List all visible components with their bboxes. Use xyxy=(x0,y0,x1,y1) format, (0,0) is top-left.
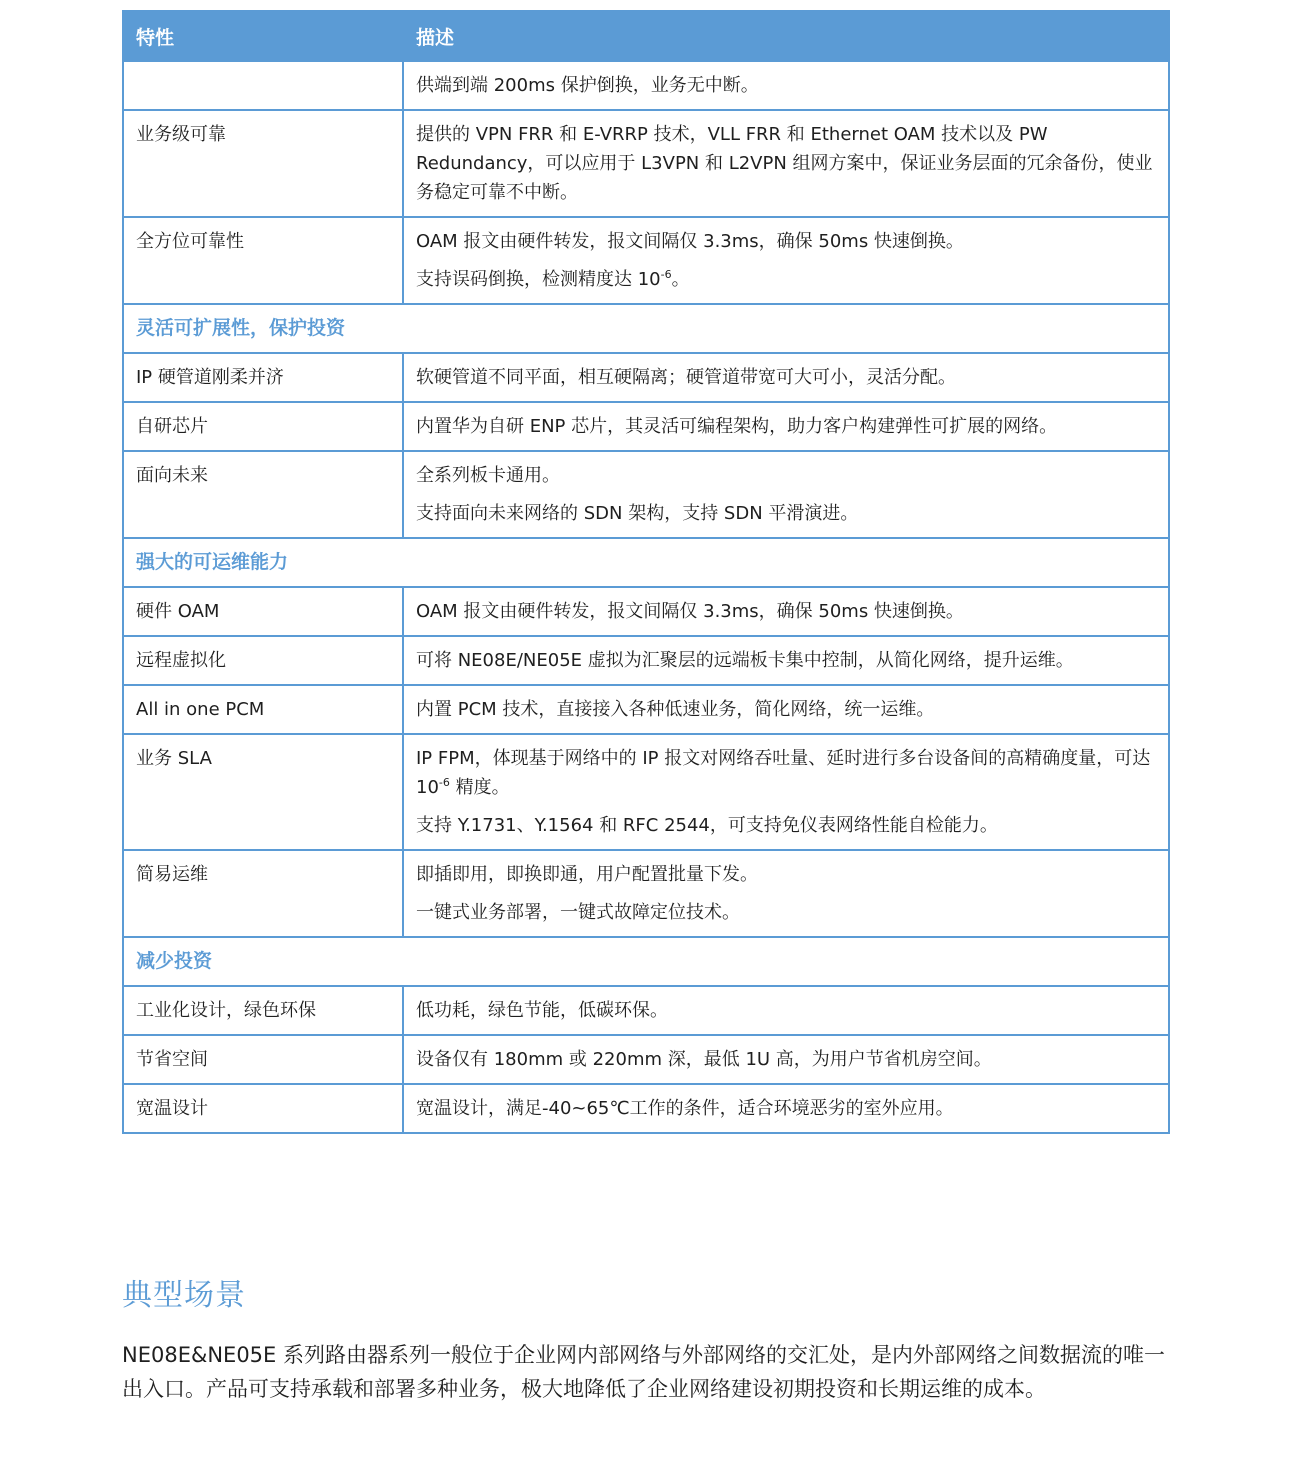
section-paragraph: NE08E&NE05E 系列路由器系列一般位于企业网内部网络与外部网络的交汇处，是内外部网络之间数据流的唯一出入口。产品可支持承载和部署多种业务，极大地降低了企业网络建设初期投资和长期运维的成本。 xyxy=(122,1343,1165,1401)
feature-cell: 面向未来 xyxy=(123,451,403,538)
description-text: OAM 报文由硬件转发，报文间隔仅 3.3ms，确保 50ms 快速倒换。 xyxy=(416,231,964,252)
feature-cell: 工业化设计，绿色环保 xyxy=(123,986,403,1035)
feature-cell xyxy=(123,61,403,110)
table-row xyxy=(123,986,1169,1035)
description-text: 即插即用，即换即通，用户配置批量下发。 xyxy=(416,864,758,885)
description-cell xyxy=(403,587,1169,636)
feature-cell: 简易运维 xyxy=(123,850,403,937)
description-paragraph xyxy=(416,412,1156,441)
description-text: 软硬管道不同平面，相互硬隔离；硬管道带宽可大可小，灵活分配。 xyxy=(416,367,956,388)
table-row xyxy=(123,734,1169,850)
description-cell xyxy=(403,636,1169,685)
description-paragraph xyxy=(416,860,1156,889)
description-text: 全系列板卡通用。 xyxy=(416,465,560,486)
description-paragraph xyxy=(416,1045,1156,1074)
description-paragraph xyxy=(416,898,1156,927)
description-cell xyxy=(403,61,1169,110)
table-row xyxy=(123,1084,1169,1133)
exponent-superscript: -6 xyxy=(660,268,672,281)
description-paragraph xyxy=(416,120,1156,207)
exponent-superscript: -6 xyxy=(438,776,450,789)
description-cell xyxy=(403,986,1169,1035)
description-paragraph xyxy=(416,744,1156,802)
description-cell xyxy=(403,850,1169,937)
description-paragraph xyxy=(416,646,1156,675)
table-row xyxy=(123,685,1169,734)
section-label: 减少投资 xyxy=(123,937,1169,986)
table-row xyxy=(123,217,1169,304)
description-text: OAM 报文由硬件转发，报文间隔仅 3.3ms，确保 50ms 快速倒换。 xyxy=(416,601,964,622)
description-paragraph xyxy=(416,597,1156,626)
description-text: 支持误码倒换，检测精度达 10 xyxy=(416,269,661,290)
description-paragraph xyxy=(416,1094,1156,1123)
description-cell xyxy=(403,451,1169,538)
description-cell xyxy=(403,1035,1169,1084)
feature-cell: 全方位可靠性 xyxy=(123,217,403,304)
table-row xyxy=(123,850,1169,937)
description-text: 。 xyxy=(671,269,690,290)
feature-cell: 节省空间 xyxy=(123,1035,403,1084)
description-cell xyxy=(403,110,1169,217)
feature-cell: 宽温设计 xyxy=(123,1084,403,1133)
description-paragraph xyxy=(416,461,1156,490)
table-row xyxy=(123,353,1169,402)
description-text: IP FPM，体现基于网络中的 IP 报文对网络吞吐量、延时进行多台设备间的高精确度量，可达 10 xyxy=(416,748,1151,798)
description-text: 宽温设计，满足-40~65℃工作的条件，适合环境恶劣的室外应用。 xyxy=(416,1098,954,1119)
table-header-row xyxy=(123,11,1169,61)
description-text: 供端到端 200ms 保护倒换，业务无中断。 xyxy=(416,75,759,96)
table-section-row xyxy=(123,304,1169,353)
description-text: 可将 NE08E/NE05E 虚拟为汇聚层的远端板卡集中控制，从简化网络，提升运维。 xyxy=(416,650,1074,671)
feature-cell: 业务 SLA xyxy=(123,734,403,850)
description-text: 内置 PCM 技术，直接接入各种低速业务，简化网络，统一运维。 xyxy=(416,699,935,720)
description-cell xyxy=(403,1084,1169,1133)
description-cell xyxy=(403,402,1169,451)
description-cell xyxy=(403,685,1169,734)
description-text: 精度。 xyxy=(449,777,510,798)
description-text: 提供的 VPN FRR 和 E-VRRP 技术，VLL FRR 和 Ethernet OAM 技术以及 PW Redundancy，可以应用于 L3VPN 和 L2VPN 组网方案中，保证业务层面的冗余备份，使业务稳定可靠不中断。 xyxy=(416,124,1153,203)
feature-cell: 自研芯片 xyxy=(123,402,403,451)
table-section-row xyxy=(123,538,1169,587)
description-paragraph xyxy=(416,695,1156,724)
table-row xyxy=(123,110,1169,217)
feature-table-wrapper xyxy=(122,10,1168,1134)
description-text: 内置华为自研 ENP 芯片，其灵活可编程架构，助力客户构建弹性可扩展的网络。 xyxy=(416,416,1058,437)
section-heading: 典型场景 xyxy=(122,1278,246,1313)
description-cell xyxy=(403,217,1169,304)
description-text: 低功耗，绿色节能，低碳环保。 xyxy=(416,1000,668,1021)
description-cell xyxy=(403,353,1169,402)
header-description: 描述 xyxy=(403,11,1169,61)
table-row xyxy=(123,451,1169,538)
description-paragraph xyxy=(416,227,1156,256)
feature-cell: 业务级可靠 xyxy=(123,110,403,217)
table-row xyxy=(123,402,1169,451)
table-row xyxy=(123,61,1169,110)
section-label: 强大的可运维能力 xyxy=(123,538,1169,587)
description-paragraph xyxy=(416,811,1156,840)
feature-cell: IP 硬管道刚柔并济 xyxy=(123,353,403,402)
description-text: 支持 Y.1731、Y.1564 和 RFC 2544，可支持免仪表网络性能自检能力。 xyxy=(416,815,998,836)
table-row xyxy=(123,1035,1169,1084)
description-paragraph xyxy=(416,265,1156,294)
description-paragraph xyxy=(416,996,1156,1025)
table-body xyxy=(123,61,1169,1133)
description-text: 一键式业务部署，一键式故障定位技术。 xyxy=(416,902,740,923)
feature-table xyxy=(122,10,1170,1134)
feature-cell: 远程虚拟化 xyxy=(123,636,403,685)
description-text: 支持面向未来网络的 SDN 架构，支持 SDN 平滑演进。 xyxy=(416,503,859,524)
description-paragraph xyxy=(416,363,1156,392)
table-section-row xyxy=(123,937,1169,986)
header-feature: 特性 xyxy=(123,11,403,61)
feature-cell: 硬件 OAM xyxy=(123,587,403,636)
description-paragraph xyxy=(416,499,1156,528)
description-text: 设备仅有 180mm 或 220mm 深，最低 1U 高，为用户节省机房空间。 xyxy=(416,1049,992,1070)
table-row xyxy=(123,636,1169,685)
description-paragraph xyxy=(416,71,1156,100)
section-label: 灵活可扩展性，保护投资 xyxy=(123,304,1169,353)
description-cell xyxy=(403,734,1169,850)
feature-cell: All in one PCM xyxy=(123,685,403,734)
table-row xyxy=(123,587,1169,636)
